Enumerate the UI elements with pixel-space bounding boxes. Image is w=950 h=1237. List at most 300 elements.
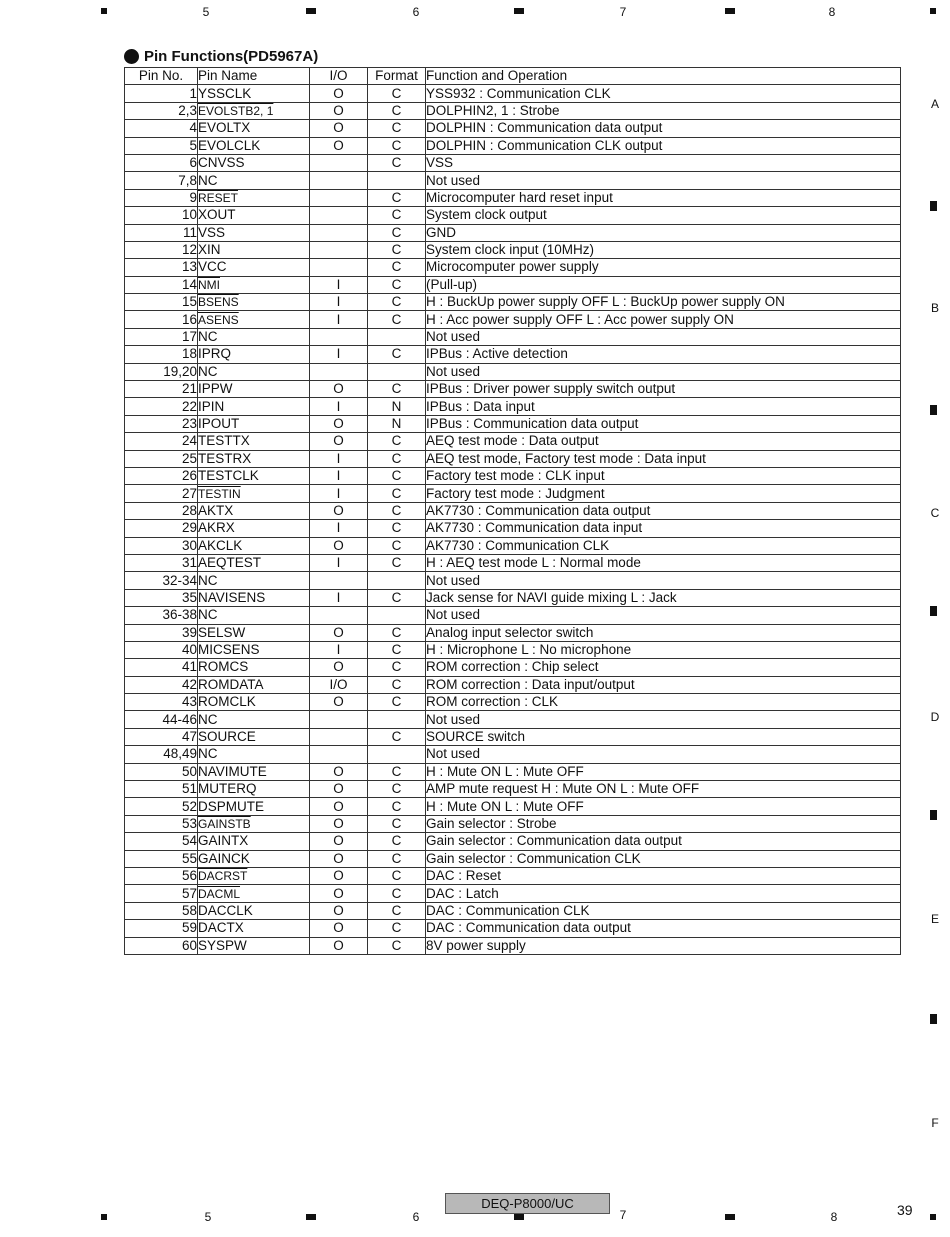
pin-io-text: O [333, 120, 344, 136]
table-row [125, 763, 901, 780]
pin-format-text: C [391, 433, 402, 449]
registration-mark [725, 1214, 735, 1220]
pin-function-text: Not used [426, 711, 481, 727]
pin-name [198, 937, 310, 954]
pin-function-text: H : Mute ON L : Mute OFF [426, 798, 584, 814]
header-format: Format [368, 68, 426, 85]
pin-function-text: System clock input (10MHz) [426, 242, 595, 258]
table-row [125, 537, 901, 554]
pin-io [310, 607, 368, 624]
pin-name [198, 172, 310, 189]
pin-name-text: NC [198, 711, 218, 727]
pin-io [310, 798, 368, 815]
pin-function-text: DAC : Reset [426, 868, 502, 884]
pin-format [368, 746, 426, 763]
pin-io [310, 433, 368, 450]
pin-function [426, 763, 901, 780]
pin-name [198, 485, 310, 502]
pin-function-text: H : AEQ test mode L : Normal mode [426, 555, 641, 571]
pin-io-text: I [336, 346, 341, 362]
pin-number-text: 60 [181, 937, 197, 953]
pin-format-text: C [391, 920, 402, 936]
pin-function-text: Microcomputer hard reset input [426, 189, 613, 205]
pin-name-text: NC [198, 572, 218, 588]
pin-name-text: ASENS [198, 312, 239, 327]
pin-number [125, 520, 198, 537]
pin-number [125, 537, 198, 554]
pin-io-text: O [333, 659, 344, 675]
pin-number-text: 25 [181, 450, 197, 466]
table-row [125, 137, 901, 154]
pin-io [310, 676, 368, 693]
pin-function [426, 746, 901, 763]
pin-number [125, 259, 198, 276]
pin-name-text: NAVIMUTE [198, 763, 267, 779]
pin-function [426, 641, 901, 658]
pin-format-text: C [391, 450, 402, 466]
pin-function-text: H : Mute ON L : Mute OFF [426, 763, 584, 779]
table-row [125, 276, 901, 293]
pin-number-text: 24 [181, 433, 197, 449]
pin-format [368, 433, 426, 450]
pin-format [368, 224, 426, 241]
pin-name [198, 259, 310, 276]
table-row [125, 207, 901, 224]
pin-io-text: O [333, 833, 344, 849]
pin-name [198, 102, 310, 119]
pin-function [426, 694, 901, 711]
registration-mark [514, 8, 524, 14]
pin-function [426, 172, 901, 189]
pin-name-text: VSS [198, 224, 226, 240]
pin-io [310, 450, 368, 467]
pin-name-text: CNVSS [198, 155, 245, 171]
pin-number-text: 9 [189, 189, 197, 205]
pin-format [368, 102, 426, 119]
pin-function [426, 224, 901, 241]
pin-io [310, 415, 368, 432]
table-row [125, 154, 901, 171]
table-row [125, 381, 901, 398]
pin-name-text: NC [198, 746, 218, 762]
table-row [125, 102, 901, 119]
pin-number [125, 102, 198, 119]
pin-format [368, 346, 426, 363]
pin-name [198, 294, 310, 311]
pin-format [368, 154, 426, 171]
table-row [125, 554, 901, 571]
model-label: DEQ-P8000/UC [445, 1193, 610, 1214]
column-number: 6 [412, 5, 420, 19]
pin-name [198, 607, 310, 624]
pin-number [125, 659, 198, 676]
pin-name [198, 276, 310, 293]
pin-format-text: C [391, 85, 402, 101]
pin-io-text: O [333, 798, 344, 814]
pin-function [426, 867, 901, 884]
pin-io [310, 346, 368, 363]
pin-name-text: NC [198, 363, 218, 379]
pin-io-text: I [336, 520, 341, 536]
pin-number-text: 31 [181, 555, 197, 571]
registration-mark [930, 606, 937, 616]
registration-mark [101, 8, 107, 14]
pin-format-text: C [391, 850, 402, 866]
pin-io [310, 154, 368, 171]
pin-number-text: 47 [181, 729, 197, 745]
row-letter: D [930, 710, 940, 724]
pin-name [198, 120, 310, 137]
pin-number [125, 120, 198, 137]
pin-function-text: Analog input selector switch [426, 624, 594, 640]
pin-io-text: O [333, 694, 344, 710]
pin-format-text: C [391, 763, 402, 779]
pin-number [125, 346, 198, 363]
pin-io [310, 502, 368, 519]
pin-number [125, 398, 198, 415]
pin-number-text: 44-46 [162, 711, 197, 727]
pin-function [426, 467, 901, 484]
pin-number-text: 55 [181, 850, 197, 866]
pin-name-text: ROMDATA [198, 676, 264, 692]
pin-io-text: O [333, 433, 344, 449]
pin-function [426, 398, 901, 415]
pin-io [310, 641, 368, 658]
pin-name [198, 537, 310, 554]
pin-function-text: Gain selector : Communication data output [426, 833, 682, 849]
pin-format [368, 415, 426, 432]
registration-mark [930, 8, 936, 14]
pin-name-text: ROMCLK [198, 694, 256, 710]
pin-io [310, 937, 368, 954]
pin-name [198, 224, 310, 241]
pin-name-text: SOURCE [198, 729, 256, 745]
pin-format-text: C [391, 137, 402, 153]
pin-function [426, 207, 901, 224]
pin-number [125, 276, 198, 293]
pin-name-text: DACCLK [198, 902, 253, 918]
pin-function [426, 902, 901, 919]
pin-number-text: 18 [181, 346, 197, 362]
pin-name [198, 815, 310, 832]
pin-function-text: Not used [426, 572, 481, 588]
pin-name [198, 189, 310, 206]
pin-format [368, 711, 426, 728]
pin-number [125, 207, 198, 224]
pin-format [368, 781, 426, 798]
pin-function [426, 294, 901, 311]
pin-format [368, 798, 426, 815]
pin-name [198, 241, 310, 258]
pin-format [368, 276, 426, 293]
pin-format [368, 241, 426, 258]
pin-function [426, 363, 901, 380]
registration-mark [930, 201, 937, 211]
pin-number [125, 294, 198, 311]
pin-number [125, 694, 198, 711]
pin-format-text: C [391, 624, 402, 640]
row-letter: B [930, 301, 939, 315]
pin-function-text: DOLPHIN : Communication CLK output [426, 137, 663, 153]
pin-io [310, 259, 368, 276]
registration-mark [306, 8, 316, 14]
pin-name-text: DACTX [198, 920, 244, 936]
pin-io-text: O [333, 868, 344, 884]
pin-io-text: O [333, 502, 344, 518]
table-header-row [125, 68, 901, 85]
pin-name-text: XOUT [198, 207, 236, 223]
pin-function-text: AMP mute request H : Mute ON L : Mute OFF [426, 781, 700, 797]
pin-format [368, 728, 426, 745]
column-number: 5 [204, 1210, 212, 1224]
pin-format [368, 885, 426, 902]
pin-number [125, 485, 198, 502]
pin-io-text: O [333, 102, 344, 118]
pin-name-text: EVOLSTB2, 1 [198, 103, 274, 118]
pin-number [125, 902, 198, 919]
pin-format [368, 328, 426, 345]
pin-number [125, 415, 198, 432]
pin-function [426, 137, 901, 154]
pin-name [198, 311, 310, 328]
table-row [125, 224, 901, 241]
pin-format [368, 85, 426, 102]
pin-function [426, 815, 901, 832]
pin-number [125, 467, 198, 484]
pin-format [368, 189, 426, 206]
registration-mark [101, 1214, 107, 1220]
pin-function [426, 450, 901, 467]
pin-format-text: N [391, 398, 402, 414]
pin-number [125, 815, 198, 832]
pin-format-text: C [391, 520, 402, 536]
pin-name-text: GAINCK [198, 850, 250, 866]
pin-function-text: DAC : Communication CLK [426, 902, 590, 918]
pin-io [310, 102, 368, 119]
pin-io [310, 746, 368, 763]
pin-name-text: DSPMUTE [198, 798, 265, 814]
pin-function-text: DOLPHIN : Communication data output [426, 120, 663, 136]
registration-mark [930, 405, 937, 415]
table-row [125, 781, 901, 798]
pin-name-text: NC [198, 607, 218, 623]
pin-function-text: Not used [426, 172, 481, 188]
pin-name [198, 450, 310, 467]
pin-number-text: 48,49 [163, 746, 197, 762]
pin-number-text: 15 [181, 294, 197, 310]
pin-format [368, 659, 426, 676]
pin-number-text: 53 [181, 815, 197, 831]
table-row [125, 607, 901, 624]
pin-format-text: C [391, 276, 402, 292]
pin-io [310, 728, 368, 745]
pin-function [426, 589, 901, 606]
pin-function [426, 781, 901, 798]
pin-number [125, 433, 198, 450]
pin-io [310, 781, 368, 798]
registration-mark [930, 810, 937, 820]
pin-name [198, 694, 310, 711]
pin-name [198, 154, 310, 171]
pin-number-text: 51 [181, 781, 197, 797]
pin-format-text: C [391, 589, 402, 605]
pin-function [426, 433, 901, 450]
pin-format-text: C [391, 885, 402, 901]
pin-number-text: 17 [181, 329, 197, 345]
table-row [125, 485, 901, 502]
pin-io [310, 398, 368, 415]
pin-number-text: 41 [181, 659, 197, 675]
pin-io-text: I [336, 485, 341, 501]
pin-function [426, 624, 901, 641]
pin-number [125, 502, 198, 519]
pin-format [368, 554, 426, 571]
pin-name-text: EVOLCLK [198, 137, 261, 153]
pin-format-text: C [391, 242, 402, 258]
pin-function-text: Not used [426, 329, 481, 345]
pin-format [368, 572, 426, 589]
table-row [125, 885, 901, 902]
table-row [125, 815, 901, 832]
pin-format-text: C [391, 346, 402, 362]
section-title [124, 48, 318, 65]
pin-number-text: 16 [181, 311, 197, 327]
pin-number [125, 676, 198, 693]
pin-function-text: IPBus : Active detection [426, 346, 568, 362]
pin-number-text: 52 [181, 798, 197, 814]
table-row [125, 467, 901, 484]
pin-format-text: C [391, 224, 402, 240]
pin-io-text: O [333, 85, 344, 101]
pin-function [426, 276, 901, 293]
row-letter: C [930, 506, 940, 520]
pin-io [310, 363, 368, 380]
pin-io-text: O [333, 815, 344, 831]
pin-number [125, 867, 198, 884]
pin-io [310, 120, 368, 137]
pin-function-text: DAC : Communication data output [426, 920, 631, 936]
pin-name [198, 728, 310, 745]
pin-format-text: N [391, 416, 402, 431]
pin-function [426, 676, 901, 693]
pin-function-text: DAC : Latch [426, 885, 499, 901]
pin-io [310, 902, 368, 919]
pin-format [368, 920, 426, 937]
pin-number [125, 450, 198, 467]
pin-number [125, 746, 198, 763]
table-row [125, 328, 901, 345]
pin-io [310, 833, 368, 850]
pin-number-text: 2,3 [178, 102, 197, 118]
pin-format [368, 589, 426, 606]
pin-format-text: C [391, 311, 402, 327]
pin-name-text: RESET [198, 190, 239, 205]
pin-name [198, 346, 310, 363]
pin-name-text: NAVISENS [198, 589, 266, 605]
pin-name [198, 85, 310, 102]
pin-format-text: C [391, 259, 402, 275]
pin-number-text: 6 [189, 155, 197, 171]
pin-function-text: Gain selector : Strobe [426, 815, 557, 831]
table-row [125, 398, 901, 415]
table-row [125, 433, 901, 450]
pin-name-text: GAINTX [198, 833, 249, 849]
pin-io [310, 763, 368, 780]
pin-number [125, 137, 198, 154]
pin-function-text: 8V power supply [426, 937, 526, 953]
pin-number [125, 850, 198, 867]
pin-format [368, 641, 426, 658]
table-row [125, 867, 901, 884]
pin-function [426, 572, 901, 589]
pin-io-text: O [333, 416, 344, 431]
pin-format [368, 485, 426, 502]
pin-function-text: GND [426, 224, 456, 240]
pin-number-text: 26 [181, 468, 197, 484]
pin-name [198, 589, 310, 606]
pin-name [198, 398, 310, 415]
pin-number-text: 7,8 [178, 172, 197, 188]
pin-format-text: C [391, 868, 402, 884]
table-body [125, 85, 901, 955]
pin-name [198, 328, 310, 345]
pin-io-text: I [336, 311, 341, 327]
pin-name-text: AKRX [198, 520, 235, 536]
pin-io [310, 624, 368, 641]
pin-format-text: C [391, 502, 402, 518]
pin-format [368, 207, 426, 224]
pin-function-text: Microcomputer power supply [426, 259, 599, 275]
pin-number-text: 12 [181, 242, 197, 258]
column-number: 5 [202, 5, 210, 19]
pin-number [125, 937, 198, 954]
pin-io [310, 172, 368, 189]
pin-io-text: O [333, 381, 344, 397]
pin-io-text: O [333, 902, 344, 918]
pin-format-text: C [391, 381, 402, 397]
pin-number-text: 32-34 [162, 572, 197, 588]
pin-function [426, 728, 901, 745]
pin-name [198, 363, 310, 380]
pin-number [125, 711, 198, 728]
pin-function [426, 711, 901, 728]
pin-io [310, 328, 368, 345]
pin-io [310, 276, 368, 293]
pin-function [426, 485, 901, 502]
pin-number [125, 189, 198, 206]
pin-function-text: Jack sense for NAVI guide mixing L : Jack [426, 589, 677, 605]
table-row [125, 589, 901, 606]
pin-name [198, 381, 310, 398]
pin-format [368, 294, 426, 311]
column-number: 7 [619, 5, 627, 19]
registration-mark [930, 1214, 936, 1220]
pin-function-text: DOLPHIN2, 1 : Strobe [426, 102, 560, 118]
column-number: 7 [619, 1208, 627, 1222]
pin-function [426, 607, 901, 624]
pin-io-text: I [336, 450, 341, 466]
pin-name-text: GAINSTB [198, 816, 251, 831]
pin-number-text: 27 [181, 485, 197, 501]
pin-number [125, 781, 198, 798]
pin-io-text: I [336, 589, 341, 605]
pin-function-text: ROM correction : CLK [426, 694, 559, 710]
pin-number [125, 363, 198, 380]
pin-name-text: MUTERQ [198, 781, 257, 797]
pin-function [426, 120, 901, 137]
pin-name [198, 920, 310, 937]
pin-format [368, 902, 426, 919]
